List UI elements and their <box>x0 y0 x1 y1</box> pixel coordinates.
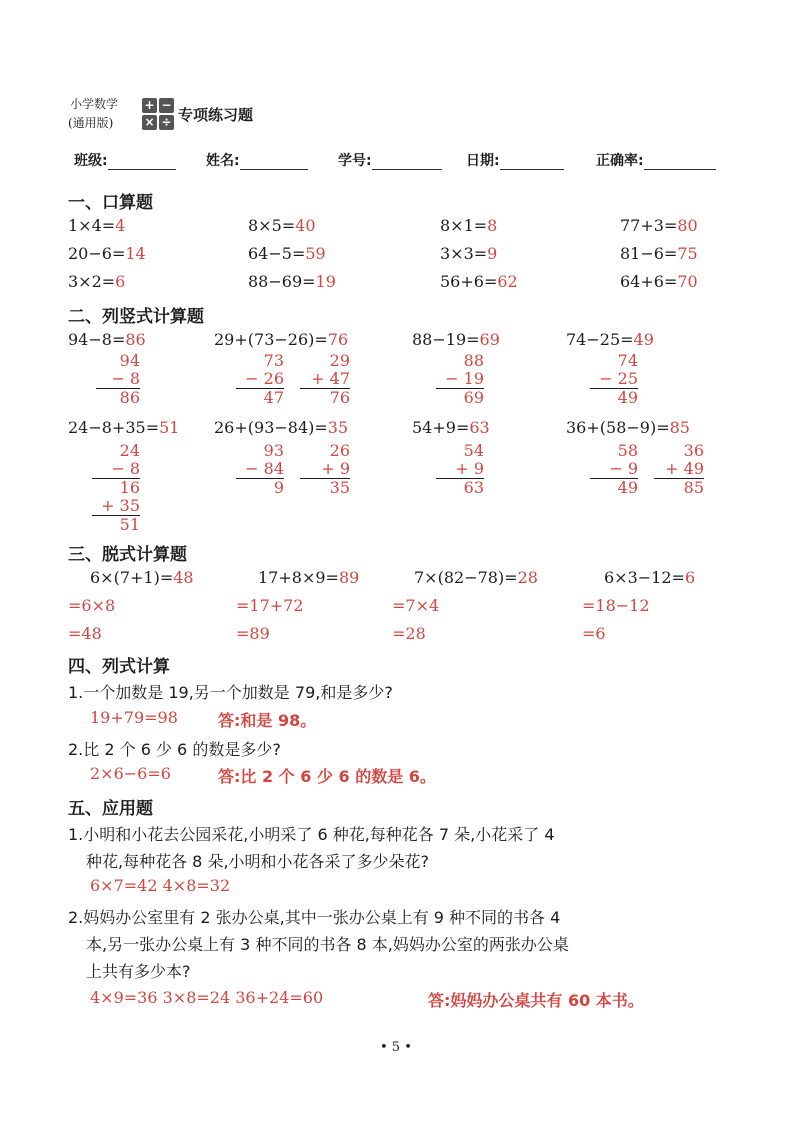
vertical-calc: 26 + 9 35 <box>300 442 350 497</box>
equation-text: 88−19= <box>412 330 480 349</box>
vertical-calc: 36 + 49 85 <box>654 442 704 497</box>
equation-text: 94−8= <box>68 330 126 349</box>
equation-answer: 51 <box>159 418 180 437</box>
equation-answer: 8 <box>487 216 498 235</box>
equation-answer: 75 <box>677 244 698 263</box>
vertical-calc: 54 + 9 63 <box>436 442 484 497</box>
equation-answer: 14 <box>125 244 146 263</box>
section-title-stepwise: 三、脱式计算题 <box>68 545 187 565</box>
equation-answer: 48 <box>173 568 194 587</box>
equation-answer: 63 <box>469 418 490 437</box>
equation-text: 8×1= <box>440 216 488 235</box>
stepwise-result: =48 <box>68 624 102 643</box>
section-title-vertical: 二、列竖式计算题 <box>68 307 204 327</box>
divide-icon: ÷ <box>159 115 174 130</box>
vertical-calc-equation <box>566 418 690 437</box>
equation-text: 74−25= <box>566 330 634 349</box>
oral-calc-item <box>620 272 698 291</box>
stepwise-result: =28 <box>392 624 426 643</box>
oral-calc-item <box>248 244 326 263</box>
minus-icon: − <box>159 98 174 113</box>
oral-calc-item <box>620 216 698 235</box>
question-text: 1.一个加数是 19,另一个加数是 79,和是多少? <box>68 683 393 702</box>
question-text: 上共有多少本? <box>86 962 191 981</box>
answer-expression: 19+79=98 <box>90 708 178 727</box>
equation-answer: 59 <box>305 244 326 263</box>
times-icon: × <box>142 115 157 130</box>
section-title-application: 五、应用题 <box>68 799 153 819</box>
answer-expression: 4×9=36 3×8=24 36+24=60 <box>90 988 324 1007</box>
equation-text: 64+6= <box>620 272 678 291</box>
equation-text: 6×(7+1)= <box>90 568 174 587</box>
answer-statement: 答:和是 98。 <box>218 711 317 730</box>
equation-text: 17+8×9= <box>258 568 339 587</box>
equation-text: 3×3= <box>440 244 488 263</box>
vertical-calc: 94 − 8 86 <box>96 352 140 407</box>
section-title-expression: 四、列式计算 <box>68 657 170 677</box>
equation-answer: 76 <box>327 330 349 349</box>
vertical-calc-equation <box>412 418 490 437</box>
stepwise-calc-item <box>90 568 194 587</box>
question-text: 2.妈妈办公室里有 2 张办公桌,其中一张办公桌上有 9 种不同的书各 4 <box>68 908 561 927</box>
equation-answer: 62 <box>497 272 518 291</box>
vertical-calc: 29 + 47 76 <box>300 352 350 407</box>
equation-text: 88−69= <box>248 272 316 291</box>
stepwise-step: =6×8 <box>68 596 116 615</box>
equation-text: 6×3−12= <box>604 568 685 587</box>
stepwise-result: =89 <box>236 624 270 643</box>
series-name: 小学数学 <box>70 97 119 111</box>
page-number: • 5 • <box>380 1040 412 1055</box>
student-id-field: 学号: <box>338 150 442 170</box>
stepwise-result: =6 <box>582 624 606 643</box>
date-field: 日期: <box>466 150 564 170</box>
vertical-calc: 93 − 84 9 <box>236 442 284 497</box>
oral-calc-item <box>68 216 125 235</box>
equation-answer: 35 <box>327 418 349 437</box>
equation-answer: 40 <box>295 216 316 235</box>
stepwise-step: =18−12 <box>582 596 650 615</box>
oral-calc-item <box>440 216 497 235</box>
equation-text: 36+(58−9)= <box>566 418 670 437</box>
oral-calc-item <box>248 216 316 235</box>
question-text: 种花,每种花各 8 朵,小明和小花各采了多少朵花? <box>86 852 430 871</box>
vertical-calc-equation <box>566 330 654 349</box>
equation-text: 20−6= <box>68 244 126 263</box>
equation-text: 8×5= <box>248 216 296 235</box>
stepwise-step: =17+72 <box>236 596 304 615</box>
oral-calc-item <box>68 244 146 263</box>
stepwise-calc-item <box>414 568 538 587</box>
vertical-calc-equation <box>68 418 179 437</box>
equation-answer: 80 <box>677 216 698 235</box>
section-title-oral: 一、口算题 <box>68 193 153 213</box>
equation-text: 24−8+35= <box>68 418 160 437</box>
equation-text: 81−6= <box>620 244 678 263</box>
equation-text: 7×(82−78)= <box>414 568 518 587</box>
equation-answer: 49 <box>633 330 654 349</box>
equation-text: 56+6= <box>440 272 498 291</box>
series-edition: (通用版) <box>68 116 114 130</box>
equation-text: 1×4= <box>68 216 116 235</box>
equation-answer: 89 <box>338 568 360 587</box>
equation-answer: 70 <box>677 272 698 291</box>
vertical-calc: 24 − 8 16 + 35 51 <box>92 442 140 534</box>
equation-answer: 4 <box>115 216 126 235</box>
vertical-calc: 74 − 25 49 <box>590 352 638 407</box>
equation-answer: 86 <box>125 330 146 349</box>
equation-text: 26+(93−84)= <box>214 418 328 437</box>
oral-calc-item <box>440 272 518 291</box>
answer-expression: 2×6−6=6 <box>90 764 171 783</box>
vertical-calc-equation <box>412 330 500 349</box>
equation-answer: 28 <box>517 568 538 587</box>
vertical-calc: 88 − 19 69 <box>436 352 484 407</box>
vertical-calc: 73 − 26 47 <box>236 352 284 407</box>
equation-answer: 85 <box>669 418 690 437</box>
answer-statement: 答:妈妈办公桌共有 60 本书。 <box>428 991 644 1010</box>
plus-icon: + <box>142 98 157 113</box>
math-symbols-logo <box>142 98 174 130</box>
question-text: 1.小明和小花去公园采花,小明采了 6 种花,每种花各 7 朵,小花采了 4 <box>68 825 555 844</box>
stepwise-step: =7×4 <box>392 596 440 615</box>
equation-answer: 19 <box>315 272 336 291</box>
equation-text: 54+9= <box>412 418 470 437</box>
accuracy-field: 正确率: <box>596 150 716 170</box>
equation-answer: 69 <box>479 330 500 349</box>
name-field: 姓名: <box>206 150 308 170</box>
stepwise-calc-item <box>604 568 695 587</box>
page-title: 专项练习题 <box>178 106 254 124</box>
vertical-calc-equation <box>214 330 348 349</box>
answer-expression: 6×7=42 4×8=32 <box>90 876 231 895</box>
equation-text: 64−5= <box>248 244 306 263</box>
oral-calc-item <box>68 272 125 291</box>
question-text: 本,另一张办公桌上有 3 种不同的书各 8 本,妈妈办公室的两张办公桌 <box>86 935 569 954</box>
oral-calc-item <box>440 244 497 263</box>
class-field: 班级: <box>74 150 176 170</box>
oral-calc-item <box>620 244 698 263</box>
answer-statement: 答:比 2 个 6 少 6 的数是 6。 <box>218 767 436 786</box>
vertical-calc: 58 − 9 49 <box>590 442 638 497</box>
vertical-calc-equation <box>214 418 348 437</box>
vertical-calc-equation <box>68 330 146 349</box>
equation-answer: 6 <box>115 272 126 291</box>
oral-calc-item <box>248 272 336 291</box>
question-text: 2.比 2 个 6 少 6 的数是多少? <box>68 740 281 759</box>
equation-answer: 6 <box>684 568 696 587</box>
equation-answer: 9 <box>487 244 498 263</box>
stepwise-calc-item <box>258 568 359 587</box>
equation-text: 29+(73−26)= <box>214 330 328 349</box>
equation-text: 77+3= <box>620 216 678 235</box>
equation-text: 3×2= <box>68 272 116 291</box>
